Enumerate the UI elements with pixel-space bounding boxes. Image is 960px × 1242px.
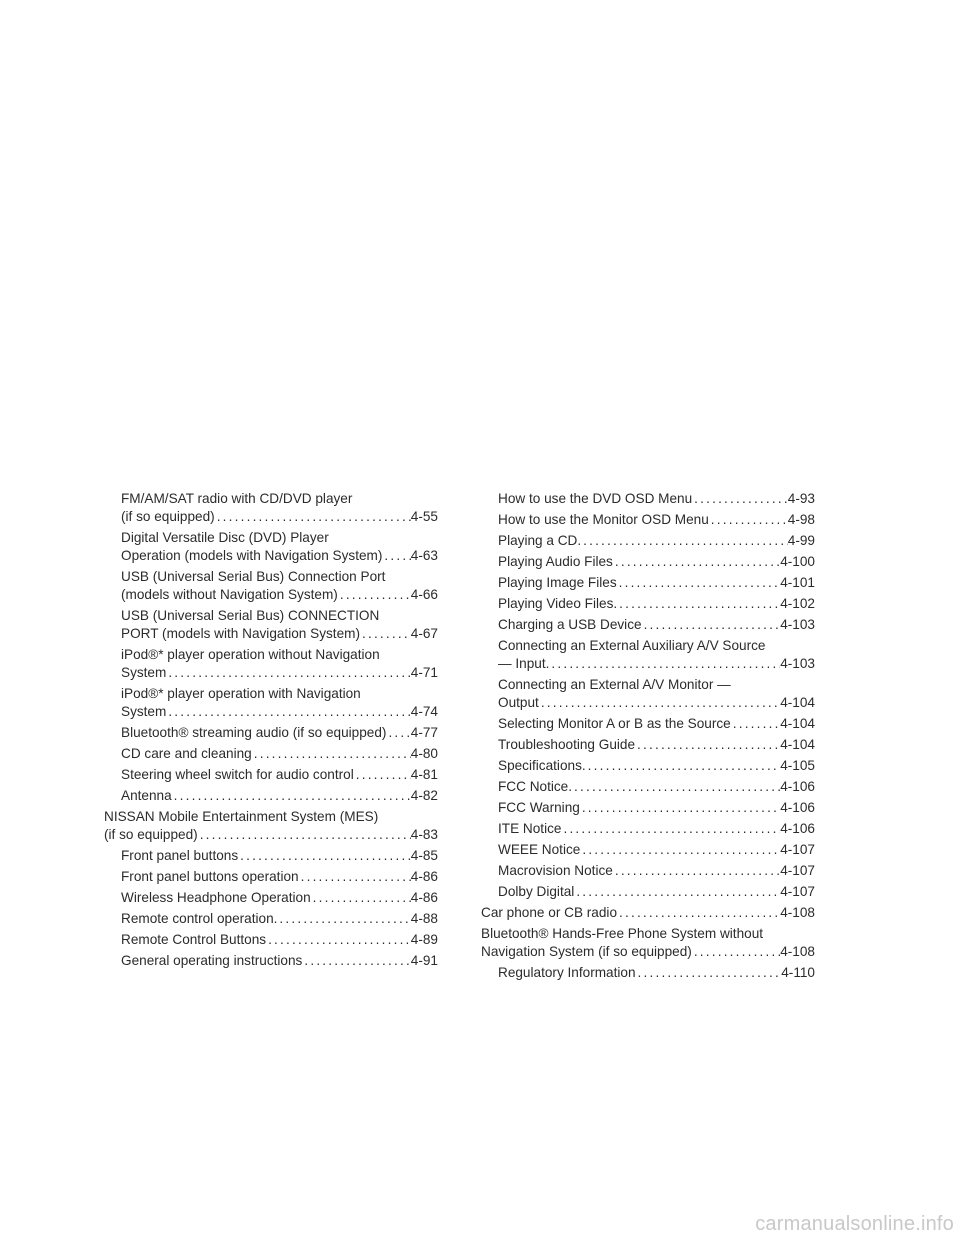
toc-entry-text: Operation (models with Navigation System) [121,548,383,563]
toc-entry-text: FM/AM/SAT radio with CD/DVD player [121,491,353,506]
toc-entry [481,736,815,754]
toc-page-number: 4-108 [780,905,815,920]
toc-entry [104,847,438,865]
toc-entry [481,490,815,508]
toc-entry-text: (if so equipped) [121,509,215,524]
toc-entry-text: Digital Versatile Disc (DVD) Player [121,530,329,545]
toc-page-number: 4-93 [787,491,815,506]
toc-entry-text: Playing Image Files [498,575,617,590]
toc-entry-text: Bluetooth® Hands-Free Phone System without [481,926,764,941]
toc-entry [104,646,438,682]
toc-entry-text: System [121,704,167,719]
dot-leader [580,841,780,859]
toc-entry [104,529,438,565]
toc-entry-text: How to use the DVD OSD Menu [498,491,693,506]
toc-entry [481,511,815,529]
dot-leader [198,826,411,844]
toc-entry [104,724,438,742]
toc-entry [481,964,815,982]
toc-entry-text: Connecting an External Auxiliary A/V Source [498,638,766,653]
toc-entry-text: Navigation System (if so equipped) [481,944,692,959]
toc-page-number: 4-101 [780,575,815,590]
toc-entry-text: PORT (models with Navigation System) [121,626,360,641]
toc-entry-text: Dolby Digital [498,884,575,899]
dot-leader [561,820,780,838]
toc-entry-text: Charging a USB Device [498,617,642,632]
toc-page-number: 4-71 [410,665,438,680]
dot-leader [238,847,411,865]
toc-entry-text: Playing Audio Files [498,554,613,569]
toc-entry-text: Selecting Monitor A or B as the Source [498,716,731,731]
toc-entry [104,685,438,721]
toc-page-number: 4-99 [787,533,815,548]
toc-page-number: 4-104 [780,737,815,752]
toc-page-number: 4-108 [780,944,815,959]
dot-leader [172,787,411,805]
toc-entry-text: ITE Notice [498,821,562,836]
toc-entry-text: USB (Universal Serial Bus) Connection Port [121,569,386,584]
dot-leader [360,625,411,643]
dot-leader [311,889,411,907]
toc-entry [481,904,815,922]
toc-entry [104,745,438,763]
toc-entry-text: NISSAN Mobile Entertainment System (MES) [104,809,379,824]
toc-entry-text: Antenna [121,788,172,803]
dot-leader [617,904,780,922]
dot-leader [549,655,780,673]
toc-page-number: 4-55 [410,509,438,524]
toc-entry [481,757,815,775]
toc-page-number: 4-107 [780,884,815,899]
toc-page-number: 4-91 [410,953,438,968]
toc-entry-text: System [121,665,167,680]
toc-entry [481,883,815,901]
toc-entry-text: FCC Notice. [498,779,573,794]
toc-page-number: 4-83 [410,827,438,842]
toc-page-number: 4-86 [410,890,438,905]
toc-page-number: 4-104 [780,716,815,731]
toc-entry [481,799,815,817]
dot-leader [636,964,782,982]
dot-leader [252,745,411,763]
toc-entry [481,637,815,673]
dot-leader [386,724,410,742]
toc-entry [104,889,438,907]
dot-leader [581,532,788,550]
dot-leader [613,862,780,880]
toc-page-number: 4-80 [410,746,438,761]
toc-entry [481,676,815,712]
toc-page-number: 4-107 [780,842,815,857]
toc-entry-text: iPod®* player operation without Navigation [121,647,380,662]
toc-page-number: 4-89 [410,932,438,947]
toc-page-number: 4-74 [410,704,438,719]
dot-leader [692,490,788,508]
toc-entry [481,925,815,961]
toc-page-number: 4-103 [780,617,815,632]
dot-leader [166,664,410,682]
toc-entry-text: General operating instructions [121,953,303,968]
toc-entry-text: Remote control operation. [121,911,278,926]
dot-leader [731,715,780,733]
toc-page-number: 4-103 [780,656,815,671]
toc-entry-text: Wireless Headphone Operation [121,890,311,905]
toc-entry-text: (models without Navigation System) [121,587,338,602]
toc-page-number: 4-106 [780,800,815,815]
toc-entry-text: Remote Control Buttons [121,932,267,947]
dot-leader [692,943,780,961]
dot-leader [215,508,411,526]
toc-entry [481,820,815,838]
toc-page-number: 4-82 [410,788,438,803]
toc-page-number: 4-104 [780,695,815,710]
dot-leader [586,757,781,775]
dot-leader [302,952,410,970]
toc-entry-text: USB (Universal Serial Bus) CONNECTION [121,608,380,623]
toc-entry [481,532,815,550]
toc-entry [104,931,438,949]
dot-leader [613,553,780,571]
toc-entry [104,868,438,886]
toc-entry [104,607,438,643]
toc-entry-text: Bluetooth® streaming audio (if so equipped) [121,725,387,740]
dot-leader [617,595,780,613]
dot-leader [572,778,780,796]
dot-leader [277,910,410,928]
toc-page-number: 4-105 [780,758,815,773]
toc-entry-text: Playing a CD. [498,533,582,548]
toc-entry [481,862,815,880]
toc-entry-text: iPod®* player operation with Navigation [121,686,361,701]
dot-leader [580,799,780,817]
watermark: carmanualsonline.info [755,1213,954,1235]
toc-page-number: 4-100 [780,554,815,569]
dot-leader [709,511,788,529]
toc-page-number: 4-85 [410,848,438,863]
toc-page-number: 4-98 [787,512,815,527]
toc-page-number: 4-106 [780,821,815,836]
dot-leader [539,694,780,712]
toc-entry-text: Steering wheel switch for audio control [121,767,354,782]
toc-page-number: 4-63 [410,548,438,563]
dot-leader [266,931,411,949]
toc-entry-text: FCC Warning [498,800,580,815]
toc-entry-text: How to use the Monitor OSD Menu [498,512,709,527]
toc-entry-text: Regulatory Information [498,965,636,980]
toc-entry [104,808,438,844]
toc-entry-text: Output [498,695,539,710]
toc-entry [104,766,438,784]
toc-entry [481,841,815,859]
toc-entry-text: Macrovision Notice [498,863,613,878]
toc-entry-text: (if so equipped) [104,827,198,842]
dot-leader [354,766,411,784]
toc-entry [481,778,815,796]
toc-entry-text: Playing Video Files. [498,596,618,611]
dot-leader [382,547,410,565]
toc-entry-text: Front panel buttons [121,848,239,863]
toc-entry [481,616,815,634]
toc-page-number: 4-67 [410,626,438,641]
toc-column-right [481,490,815,985]
toc-entry-text: Troubleshooting Guide [498,737,636,752]
toc-entry-text: CD care and cleaning [121,746,252,761]
toc-page-number: 4-66 [410,587,438,602]
toc-entry-text: — Input. [498,656,550,671]
dot-leader [299,868,411,886]
dot-leader [617,574,781,592]
toc-page-number: 4-106 [780,779,815,794]
toc-entry [104,568,438,604]
toc-entry [104,787,438,805]
toc-column-left [104,490,438,973]
toc-page-number: 4-88 [410,911,438,926]
toc-page-number: 4-81 [410,767,438,782]
dot-leader [166,703,410,721]
toc-entry [481,574,815,592]
toc-entry-text: Connecting an External A/V Monitor — [498,677,731,692]
toc-entry-text: Car phone or CB radio [481,905,618,920]
dot-leader [635,736,780,754]
toc-page-number: 4-107 [780,863,815,878]
toc-entry-text: Specifications. [498,758,586,773]
toc-entry [104,490,438,526]
toc-entry [104,952,438,970]
dot-leader [642,616,781,634]
toc-page-number: 4-77 [410,725,438,740]
toc-page-number: 4-86 [410,869,438,884]
dot-leader [338,586,411,604]
dot-leader [574,883,780,901]
toc-page-number: 4-102 [780,596,815,611]
toc-entry [104,910,438,928]
toc-page-number: 4-110 [781,965,815,980]
toc-entry-text: WEEE Notice [498,842,581,857]
toc-entry [481,715,815,733]
toc-entry [481,553,815,571]
toc-entry-text: Front panel buttons operation [121,869,299,884]
toc-entry [481,595,815,613]
